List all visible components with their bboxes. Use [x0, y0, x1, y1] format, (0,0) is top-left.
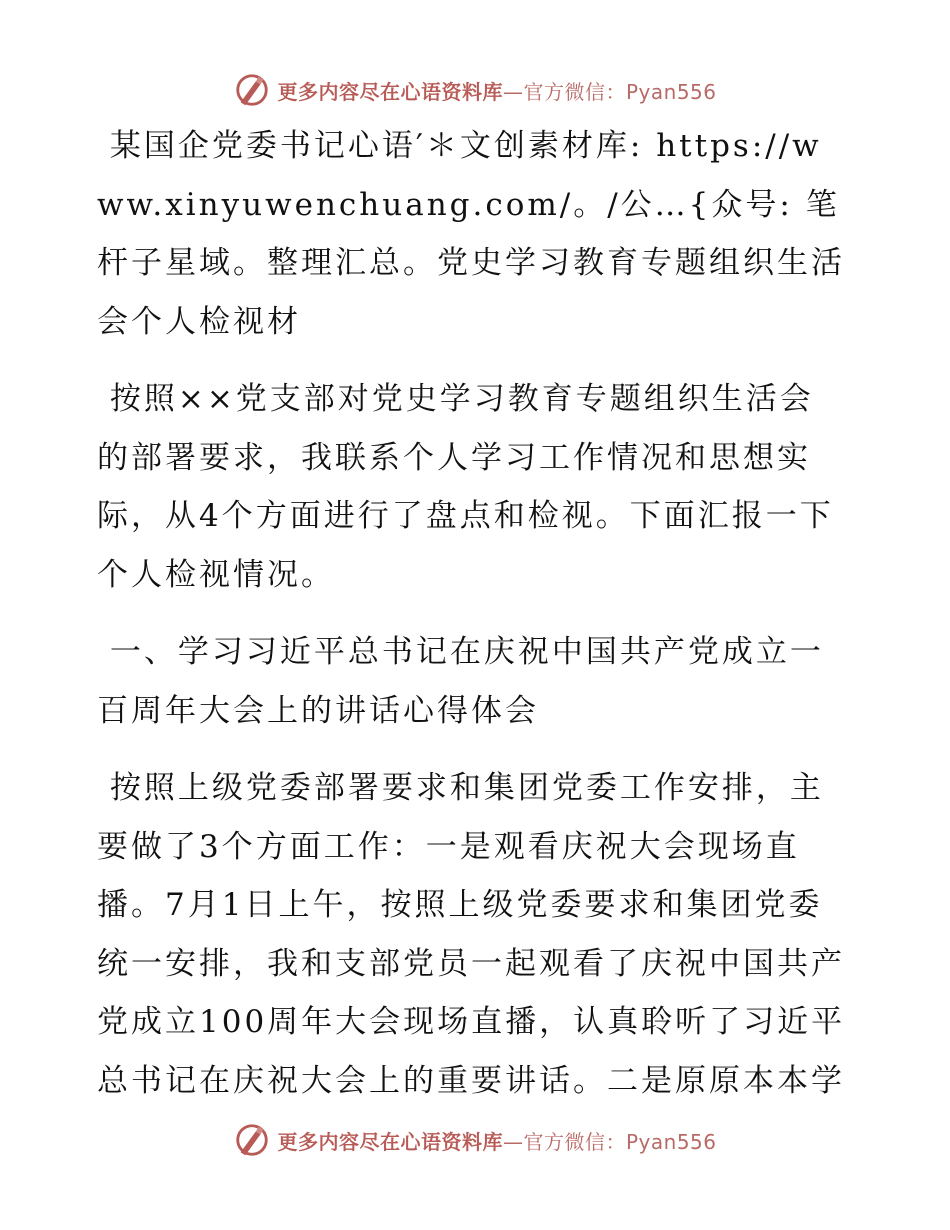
header-banner-text [277, 76, 716, 105]
header-site-text: 更多内容尽在心语资料库 [277, 79, 503, 104]
header-handle: Pyan556 [625, 79, 717, 104]
footer-banner [0, 1118, 950, 1162]
footer-official-text: 官方微信： [523, 1129, 626, 1154]
header-separator: — [502, 79, 524, 104]
header-banner [0, 68, 950, 112]
header-official-text: 官方微信： [523, 79, 626, 104]
footer-separator: — [502, 1129, 524, 1154]
document-body [97, 117, 847, 1129]
footer-handle: Pyan556 [625, 1129, 717, 1154]
section-heading-1: 一、学习习近平总书记在庆祝中国共产党成立一百周年大会上的讲话心得体会 [97, 634, 824, 729]
paragraph-intro: 按照××党支部对党史学习教育专题组织生活会的部署要求，我联系个人学习工作情况和思想实际，从4个方面进行了盘点和检视。下面汇报一下个人检视情况。 [97, 381, 834, 593]
pen-circle-logo-icon [233, 1121, 271, 1159]
pen-circle-logo-icon [233, 71, 271, 109]
paragraph-title: 某国企党委书记心语′＊文创素材库: https://www.xinyuwenchuang.com/。/公…{众号: 笔杆子星域。整理汇总。党史学习教育专题组织生活会个人检视材 [97, 128, 845, 340]
footer-site-text: 更多内容尽在心语资料库 [277, 1129, 503, 1154]
paragraph-section-1: 按照上级党委部署要求和集团党委工作安排，主要做了3个方面工作：一是观看庆祝大会现场直播。7月1日上午，按照上级党委要求和集团党委统一安排，我和支部党员一起观看了庆祝中国共产党成立100周年大会现场直播，认真聆听了习近平总书记在庆祝大会上的重要讲话。二是原原本本学 [97, 770, 846, 1099]
footer-banner-text [277, 1126, 716, 1155]
